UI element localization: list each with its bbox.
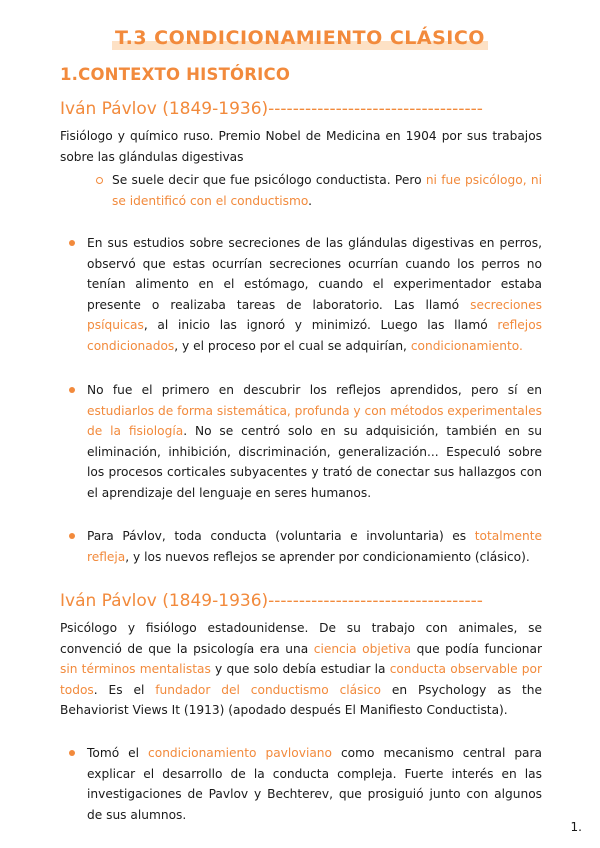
bullet-text: Para Pávlov, toda conducta (voluntaria e involuntaria) es <box>87 529 475 543</box>
highlight-text: estudiarlos de forma sistemática, profunda y con métodos experimentales de la fisiología <box>87 403 542 438</box>
highlight-text: sin términos mentalistas <box>60 662 211 676</box>
bullet-text: En sus estudios sobre secreciones de las glándulas digestivas en perros, observó que estas ocurrían secreciones ocurrían cuando los perros no tenían alimento en el estómago, cuando el experimentador estaba presente o realizaba tareas de laboratorio. Las llamó <box>87 236 542 312</box>
intro-paragraph-pavlov: Fisiólogo y químico ruso. Premio Nobel de Medicina en 1904 por sus trabajos sobre las glándulas digestivas <box>60 129 542 164</box>
paragraph-text: que podía funcionar <box>411 641 542 656</box>
bullet-text: . No se centró solo en su adquisición, también en su eliminación, inhibición, discriminación, generalización... Especuló sobre los procesos corticales subyacentes y trató de conectar sus hallazgos con el aprendizaje del lenguaje en seres humanos. <box>87 424 542 500</box>
highlight-text: fundador del conductismo clásico <box>155 682 382 697</box>
bullet-text: Tomó el <box>87 746 149 760</box>
highlight-text: condicionamiento pavloviano <box>148 746 332 760</box>
bullet-text: como mecanismo central para explicar el desarrollo de la conducta compleja. Fuerte interés en las investigaciones de Pavlov y Bechterev, que prosiguió junto con algunos de sus alumnos. <box>87 746 543 822</box>
section-heading-contexto: 1.CONTEXTO HISTÓRICO <box>60 65 291 84</box>
bullet-item-3 <box>60 526 542 567</box>
bullet-text: , y el proceso por el cual se adquirían, <box>174 338 411 353</box>
list-item <box>60 526 542 567</box>
bullet-item-2 <box>60 380 542 503</box>
highlight-text: totalmente refleja <box>87 529 542 564</box>
dot-bullet-icon <box>69 387 75 393</box>
highlight-text: secreciones psíquicas <box>87 297 542 332</box>
dot-bullet-icon <box>69 533 75 539</box>
paragraph-text: en Psychology as the Behaviorist Views It (1913) (apodado después El Manifiesto Conductista). <box>60 682 542 717</box>
subheading-pavlov: Iván Pávlov (1849-1936)----------------------------------- <box>60 99 483 119</box>
dot-bullet-icon <box>69 750 75 756</box>
intro-paragraph-second <box>60 618 542 721</box>
bullet-item-1 <box>60 233 542 356</box>
list-item <box>60 380 542 503</box>
dot-bullet-icon <box>69 240 75 246</box>
paragraph-text: . Es el <box>93 682 156 697</box>
paragraph-text: y que solo debía estudiar la <box>210 662 390 676</box>
sub-bullet-text-end: . <box>308 193 312 208</box>
title-container <box>0 26 600 50</box>
highlight-text: reflejos condicionados <box>87 318 542 353</box>
paragraph-text: Psicólogo y fisiólogo estadounidense. De su trabajo con animales, se convenció de que la psicología era una <box>60 621 542 656</box>
list-item <box>60 743 542 825</box>
bullet-text: , y los nuevos reflejos se aprender por condicionamiento (clásico). <box>125 549 530 564</box>
list-item <box>60 233 542 356</box>
highlight-text: ni fue psicólogo, ni se identificó con el conductismo <box>112 173 542 208</box>
document-title: T.3 CONDICIONAMIENTO CLÁSICO <box>112 26 488 50</box>
subheading-second: Iván Pávlov (1849-1936)----------------------------------- <box>60 591 483 611</box>
sub-bullet-list <box>60 170 542 211</box>
ring-bullet-icon <box>96 177 103 184</box>
highlight-text: conducta observable por todos <box>60 662 542 697</box>
sub-bullet-text: Se suele decir que fue psicólogo conductista. Pero <box>112 173 426 187</box>
bullet-text: No fue el primero en descubrir los reflejos aprendidos, pero sí en <box>87 383 542 397</box>
sub-bullet-item <box>60 170 542 211</box>
highlight-text: ciencia objetiva <box>313 641 412 656</box>
page-number: 1. <box>570 820 582 834</box>
bullet-text: , al inicio las ignoró y minimizó. Luego las llamó <box>143 318 498 332</box>
highlight-text: condicionamiento. <box>410 338 523 353</box>
bullet-item-4 <box>60 743 542 825</box>
